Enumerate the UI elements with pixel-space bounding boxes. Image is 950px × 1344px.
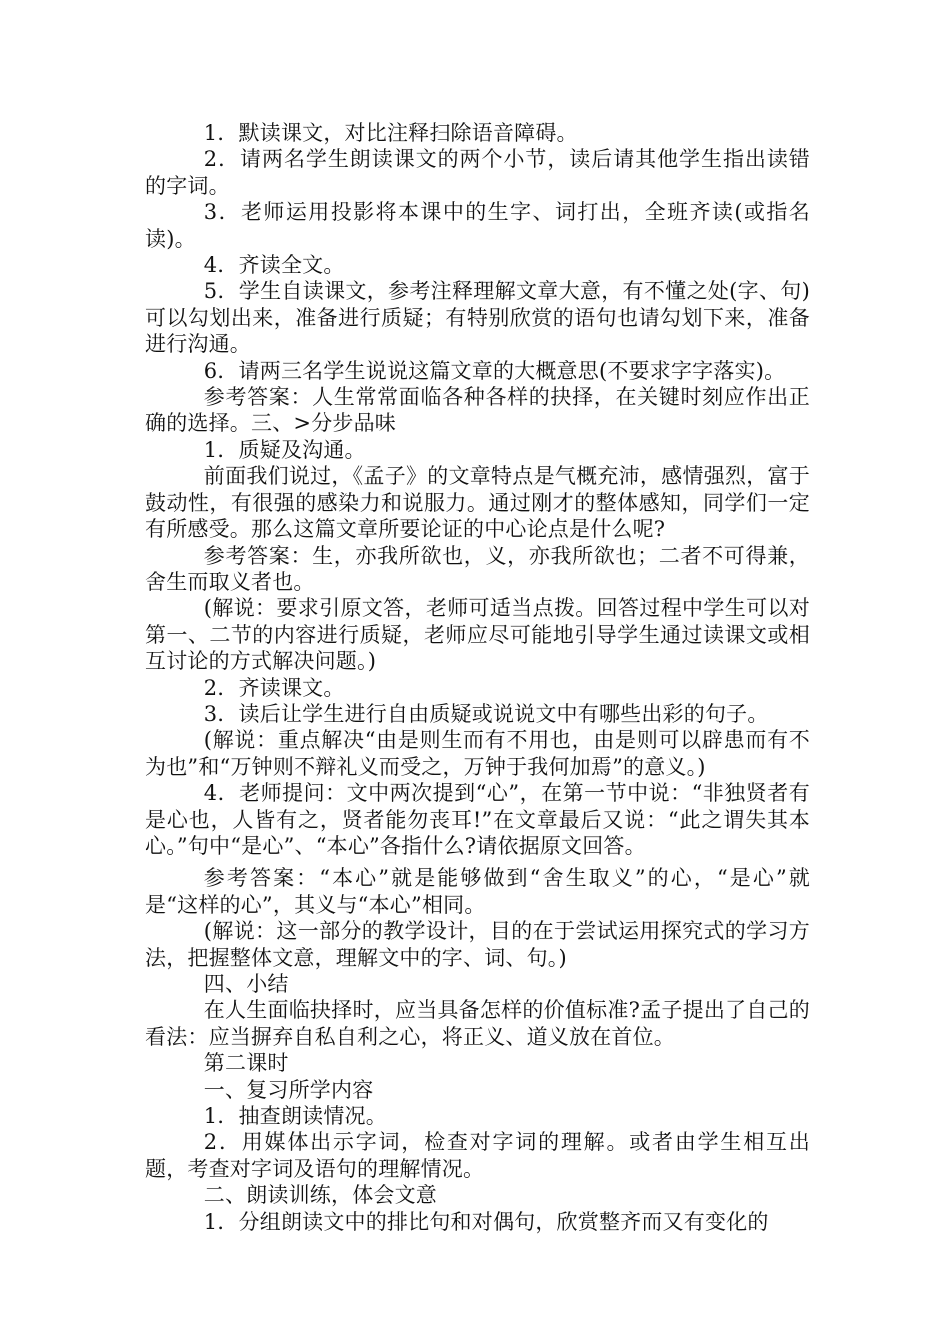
paragraph-7: 参考答案：人生常常面临各种各样的抉择，在关键时刻应作出正确的选择。三、>分步品味 xyxy=(145,385,810,436)
paragraph-22: 1．抽查朗读情况。 xyxy=(203,1104,387,1129)
paragraph-2: 2．请两名学生朗读课文的两个小节，读后请其他学生指出读错的字词。 xyxy=(145,147,810,198)
paragraph-19: 在人生面临抉择时，应当具备怎样的价值标准?孟子提出了自己的看法：应当摒弃自私自利之心，将正义、道义放在首位。 xyxy=(145,998,810,1049)
paragraph-14: (解说：重点解决“由是则生而有不用也，由是则可以辟患而有不为也”和“万钟则不辩礼义而受之，万钟于我何加焉”的意义。) xyxy=(145,728,810,779)
paragraph-4: 4．齐读全文。 xyxy=(203,253,345,278)
paragraph-25: 1．分组朗读文中的排比句和对偶句，欣赏整齐而又有变化的 xyxy=(203,1209,769,1234)
paragraph-10: 参考答案：生，亦我所欲也，义，亦我所欲也；二者不可得兼，舍生而取义者也。 xyxy=(145,543,810,594)
section-heading-reading-training: 二、朗读训练，体会文意 xyxy=(203,1183,437,1208)
section-heading-review: 一、复习所学内容 xyxy=(203,1077,374,1102)
paragraph-6: 6．请两三名学生说说这篇文章的大概意思(不要求字字落实)。 xyxy=(203,358,786,383)
paragraph-8: 1．质疑及沟通。 xyxy=(203,437,366,462)
paragraph-3: 3．老师运用投影将本课中的生字、词打出，全班齐读(或指名读)。 xyxy=(145,200,810,251)
section-heading-summary: 四、小结 xyxy=(203,972,289,996)
paragraph-12: 2．齐读课文。 xyxy=(203,675,345,700)
document-body xyxy=(145,120,810,1235)
section-heading-second-lesson: 第二课时 xyxy=(203,1051,289,1076)
paragraph-23: 2．用媒体出示字词，检查对字词的理解。或者由学生相互出题，考查对字词及语句的理解情况。 xyxy=(145,1130,810,1181)
paragraph-16: 参考答案：“本心”就是能够做到“舍生取义”的心，“是心”就是“这样的心”，其义与“本心”相同。 xyxy=(145,866,810,917)
paragraph-17: (解说：这一部分的教学设计，目的在于尝试运用探究式的学习方法，把握整体文意，理解文中的字、词、句。) xyxy=(145,919,810,970)
paragraph-13: 3．读后让学生进行自由质疑或说说文中有哪些出彩的句子。 xyxy=(203,701,769,726)
paragraph-1: 1．默读课文，对比注释扫除语音障碍。 xyxy=(203,121,578,145)
paragraph-9: 前面我们说过，《孟子》的文章特点是气概充沛，感情强烈，富于鼓动性，有很强的感染力和说服力。通过刚才的整体感知，同学们一定有所感受。那么这篇文章所要论证的中心论点是什么呢? xyxy=(145,464,810,542)
paragraph-15: 4．老师提问：文中两次提到“心”，在第一节中说：“非独贤者有是心也，人皆有之，贤者能勿丧耳!”在文章最后又说：“此之谓失其本心。”句中“是心”、“本心”各指什么?请依据原文回答。 xyxy=(145,781,810,858)
paragraph-11: (解说：要求引原文答，老师可适当点拨。回答过程中学生可以对第一、二节的内容进行质疑，老师应尽可能地引导学生通过读课文或相互讨论的方式解决问题。) xyxy=(145,596,810,674)
paragraph-5: 5．学生自读课文，参考注释理解文章大意，有不懂之处(字、句)可以勾划出来，准备进行质疑；有特别欣赏的语句也请勾划下来，准备进行沟通。 xyxy=(145,279,810,357)
